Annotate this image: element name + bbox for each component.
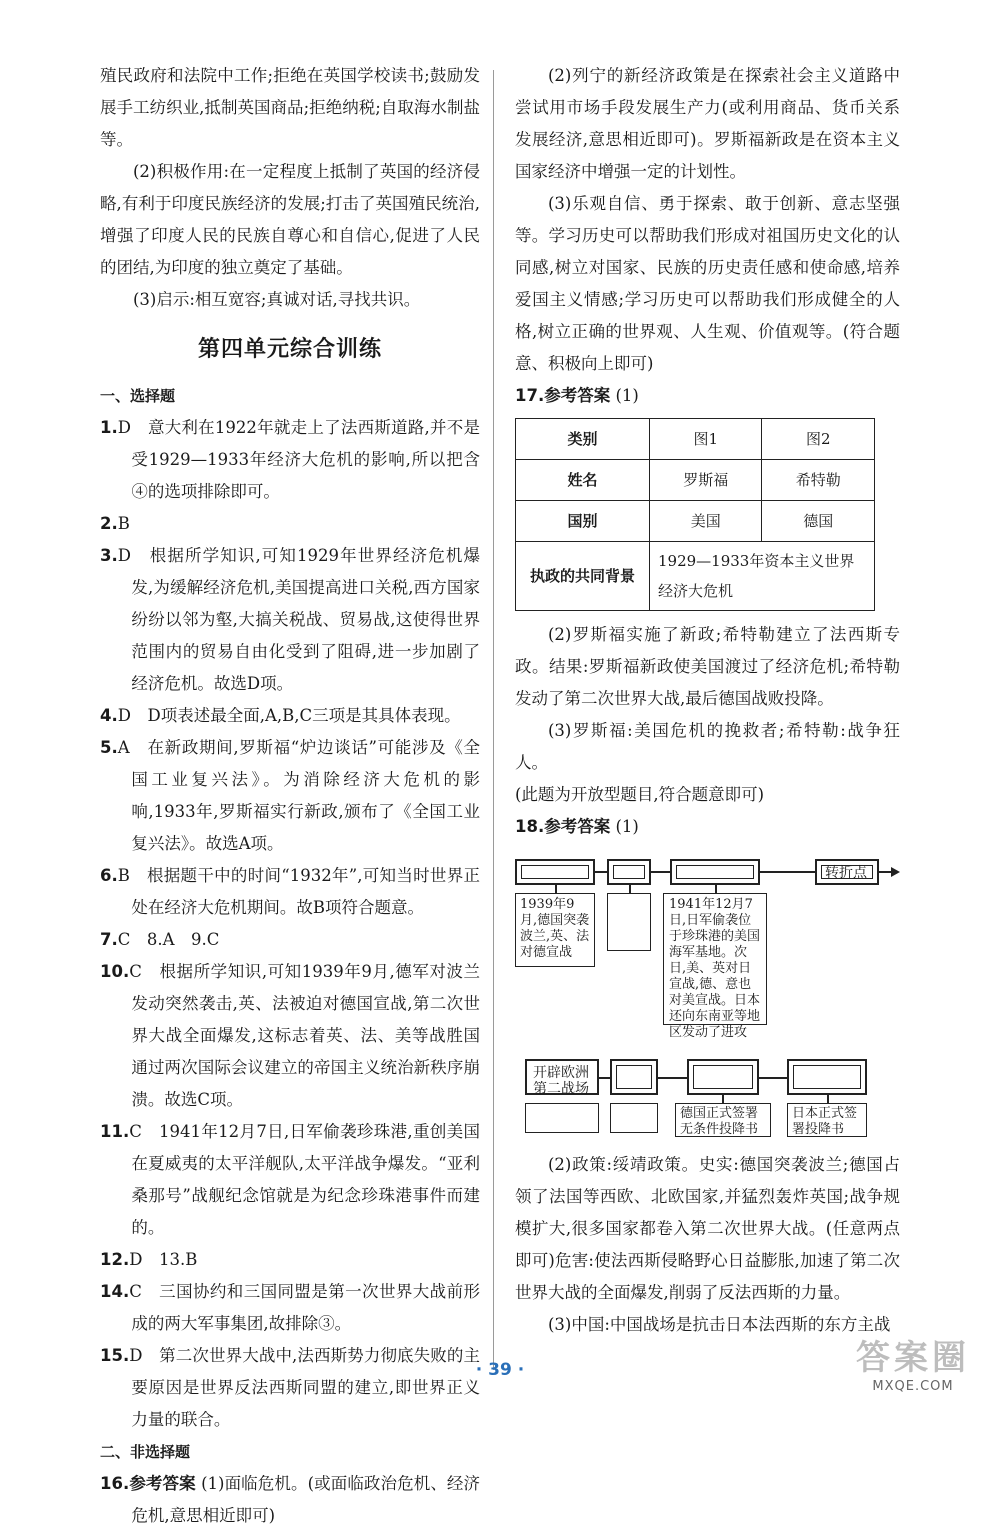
event-text: 1939年9月,德国突袭波兰,英、法对德宣战 [520,897,590,960]
item-text: D 根据所学知识,可知1929年世界经济危机爆发,为缓解经济危机,美国提高进口关税,西方国家纷纷以邻为壑,大搞关税战、贸易战,这使得世界范围内的贸易自由化受到了阻碍,进一步加剧了经济危机。故选D项。 [117,546,480,693]
answer-item [100,732,480,860]
answer-item [100,1244,480,1276]
answer-item [100,924,480,956]
table-row [516,419,875,460]
turning-point-label: 转折点 [825,865,867,881]
item-text: (1) [615,817,639,836]
item-number: 16. [100,1474,130,1493]
connector-line [658,1077,687,1079]
unit-title: 第四单元综合训练 [197,337,382,362]
answer-item [100,412,480,508]
table-cell: 1929—1933年资本主义世界经济大危机 [650,542,875,611]
answer-item [100,860,480,924]
table-header-cell: 类别 [516,419,650,460]
item-number: 17. [515,386,545,405]
answer-item [100,540,480,700]
answer-table [515,418,875,611]
blank-box [687,1059,759,1095]
answer-label: 参考答案 [544,817,611,836]
event-text: 日本正式签署投降书 [792,1106,858,1137]
answer-label: 参考答案 [544,386,611,405]
item-number: 11. [100,1122,130,1141]
item-text: C 根据所学知识,可知1939年9月,德军对波兰发动突然袭击,英、法被迫对德国宣战,第二次世界大战全面爆发,这标志着英、法、美等战胜国通过两次国际会议建立的帝国主义统治新秩序崩溃。故选C项。 [129,962,480,1109]
paragraph: (2)政策:绥靖政策。史实:德国突袭波兰;德国占领了法国等西欧、北欧国家,并猛烈轰炸英国;战争规模扩大,很多国家都卷入第二次世界大战。(任意两点即可)危害:使法西斯侵略野心日益膨胀,加速了第二次世界大战的全面爆发,削弱了反法西斯的力量。 [515,1155,900,1302]
paragraph: 殖民政府和法院中工作;拒绝在英国学校读书;鼓励发展手工纺织业,抵制英国商品;拒绝纳税;自取海水制盐等。 [100,66,480,149]
table-cell: 美国 [650,501,762,542]
blank-box [607,893,651,951]
blank-box [787,1059,867,1095]
watermark-text: 答案圈 [856,1338,970,1378]
japan-surrender-box [787,1103,867,1137]
table-row [516,542,875,611]
connector-line [722,1095,724,1103]
answer-label: 参考答案 [129,1474,196,1493]
paragraph: (此题为开放型题目,符合题意即可) [515,785,765,804]
column-divider [493,70,494,1370]
item-text: D 意大利在1922年就走上了法西斯道路,并不是受1929—1933年经济大危机的影响,所以把含④的选项排除即可。 [117,418,480,501]
item-number: 12. [100,1250,130,1269]
paragraph: (3)乐观自信、勇于探索、敢于创新、意志坚强等。学习历史可以帮助我们形成对祖国历史文化的认同感,树立对国家、民族的历史责任感和使命感,培养爱国主义情感;学习历史可以帮助我们形成健全的人格,树立正确的世界观、人生观、价值观等。(符合题意、积极向上即可) [515,194,900,373]
section-heading: 二、非选择题 [100,1443,191,1461]
answer-item [515,811,900,843]
blank-box [607,859,651,885]
answer-item [100,1340,480,1436]
arrow-head-icon [891,867,900,877]
connector-line [595,871,607,873]
event-text: 1941年12月7日,日军偷袭位于珍珠港的美国海军基地。次日,美、英对日宣战,德、意也对美宣战。日本还向东南亚等地区发动了进攻 [669,897,761,1040]
connector-line [759,1077,787,1079]
table-row [516,501,875,542]
page-number: · 39 · [475,1360,525,1380]
connector-line [555,885,557,893]
table-cell: 罗斯福 [650,460,762,501]
item-number: 7. [100,930,118,949]
connector-line [715,885,717,893]
watermark-url: MXQE.COM [872,1379,954,1394]
timeline-diagram [515,849,900,1139]
answer-item [100,1468,480,1532]
connector-line [760,871,815,873]
paragraph: (2)罗斯福实施了新政;希特勒建立了法西斯专政。结果:罗斯福新政使美国渡过了经济危机;希特勒发动了第二次世界大战,最后德国战败投降。 [515,625,900,708]
item-text: C 1941年12月7日,日军偷袭珍珠港,重创美国在夏威夷的太平洋舰队,太平洋战争爆发。“亚利桑那号”战舰纪念馆就是为纪念珍珠港事件而建的。 [129,1122,480,1237]
answer-item [100,1276,480,1340]
item-text: B [117,514,130,533]
blank-box [610,1103,658,1133]
item-number: 6. [100,866,118,885]
right-column [515,60,900,1341]
item-number: 14. [100,1282,130,1301]
paragraph: (2)积极作用:在一定程度上抵制了英国的经济侵略,有利于印度民族经济的发展;打击了英国殖民统治,增强了印度人民的民族自尊心和自信心,促进了人民的团结,为印度的独立奠定了基础。 [100,162,480,277]
blank-box [670,859,760,885]
event-text: 开辟欧洲第二战场 [533,1065,589,1097]
event-box-1939 [515,893,595,967]
europe-front-box [525,1059,599,1095]
paragraph: (3)中国:中国战场是抗击日本法西斯的东方主战 [548,1315,891,1334]
paragraph: (2)列宁的新经济政策是在探索社会主义道路中尝试用市场手段发展生产力(或利用商品、货币关系发展经济,意思相近即可)。罗斯福新政是在资本主义国家经济中增强一定的计划性。 [515,66,900,181]
table-header-cell: 执政的共同背景 [516,542,650,611]
germany-surrender-box [675,1103,771,1137]
table-cell: 德国 [762,501,875,542]
item-number: 5. [100,738,118,757]
table-header-cell: 姓名 [516,460,650,501]
item-number: 4. [100,706,118,725]
watermark-logo [856,1330,970,1394]
item-text: B 根据题干中的时间“1932年”,可知当时世界正处在经济大危机期间。故B项符合题意。 [117,866,480,917]
left-column [100,60,480,1532]
item-text: D 第二次世界大战中,法西斯势力彻底失败的主要原因是世界反法西斯同盟的建立,即世界正义力量的联合。 [129,1346,480,1429]
event-box-1941 [663,893,767,1040]
item-text: D D项表述最全面,A,B,C三项是其具体表现。 [117,706,461,725]
blank-box [610,1059,658,1095]
answer-item [100,956,480,1116]
connector-line [599,1077,610,1079]
connector-line [629,885,631,893]
paragraph: (3)罗斯福:美国危机的挽救者;希特勒:战争狂人。 [515,721,900,772]
answer-item [100,700,480,732]
item-text: A 在新政期间,罗斯福“炉边谈话”可能涉及《全国工业复兴法》。为消除经济大危机的影响,1933年,罗斯福实行新政,颁布了《全国工业复兴法》。故选A项。 [117,738,480,853]
item-number: 3. [100,546,118,565]
section-heading: 一、选择题 [100,387,176,405]
connector-line [651,871,670,873]
item-number: 10. [100,962,130,981]
connector-line [827,1095,829,1103]
item-number: 18. [515,817,545,836]
connector-line [879,871,891,873]
answer-item [515,380,900,412]
paragraph: (3)启示:相互宽容;真诚对话,寻找共识。 [133,290,421,309]
blank-box [525,1103,599,1133]
item-text: C 8.A 9.C [117,930,220,949]
answer-item [100,508,480,540]
item-number: 1. [100,418,118,437]
event-text: 德国正式签署无条件投降书 [680,1106,759,1137]
answer-item [100,1116,480,1244]
item-text: C 三国协约和三国同盟是第一次世界大战前形成的两大军事集团,故排除③。 [129,1282,480,1333]
item-text: D 13.B [129,1250,198,1269]
table-cell: 图2 [762,419,875,460]
item-number: 15. [100,1346,130,1365]
item-text: (1)面临危机。(或面临政治危机、经济危机,意思相近即可) [131,1474,481,1525]
blank-box [515,859,595,885]
table-row [516,460,875,501]
table-cell: 图1 [650,419,762,460]
item-number: 2. [100,514,118,533]
table-header-cell: 国别 [516,501,650,542]
table-cell: 希特勒 [762,460,875,501]
item-text: (1) [615,386,639,405]
turning-point-box [815,859,879,885]
